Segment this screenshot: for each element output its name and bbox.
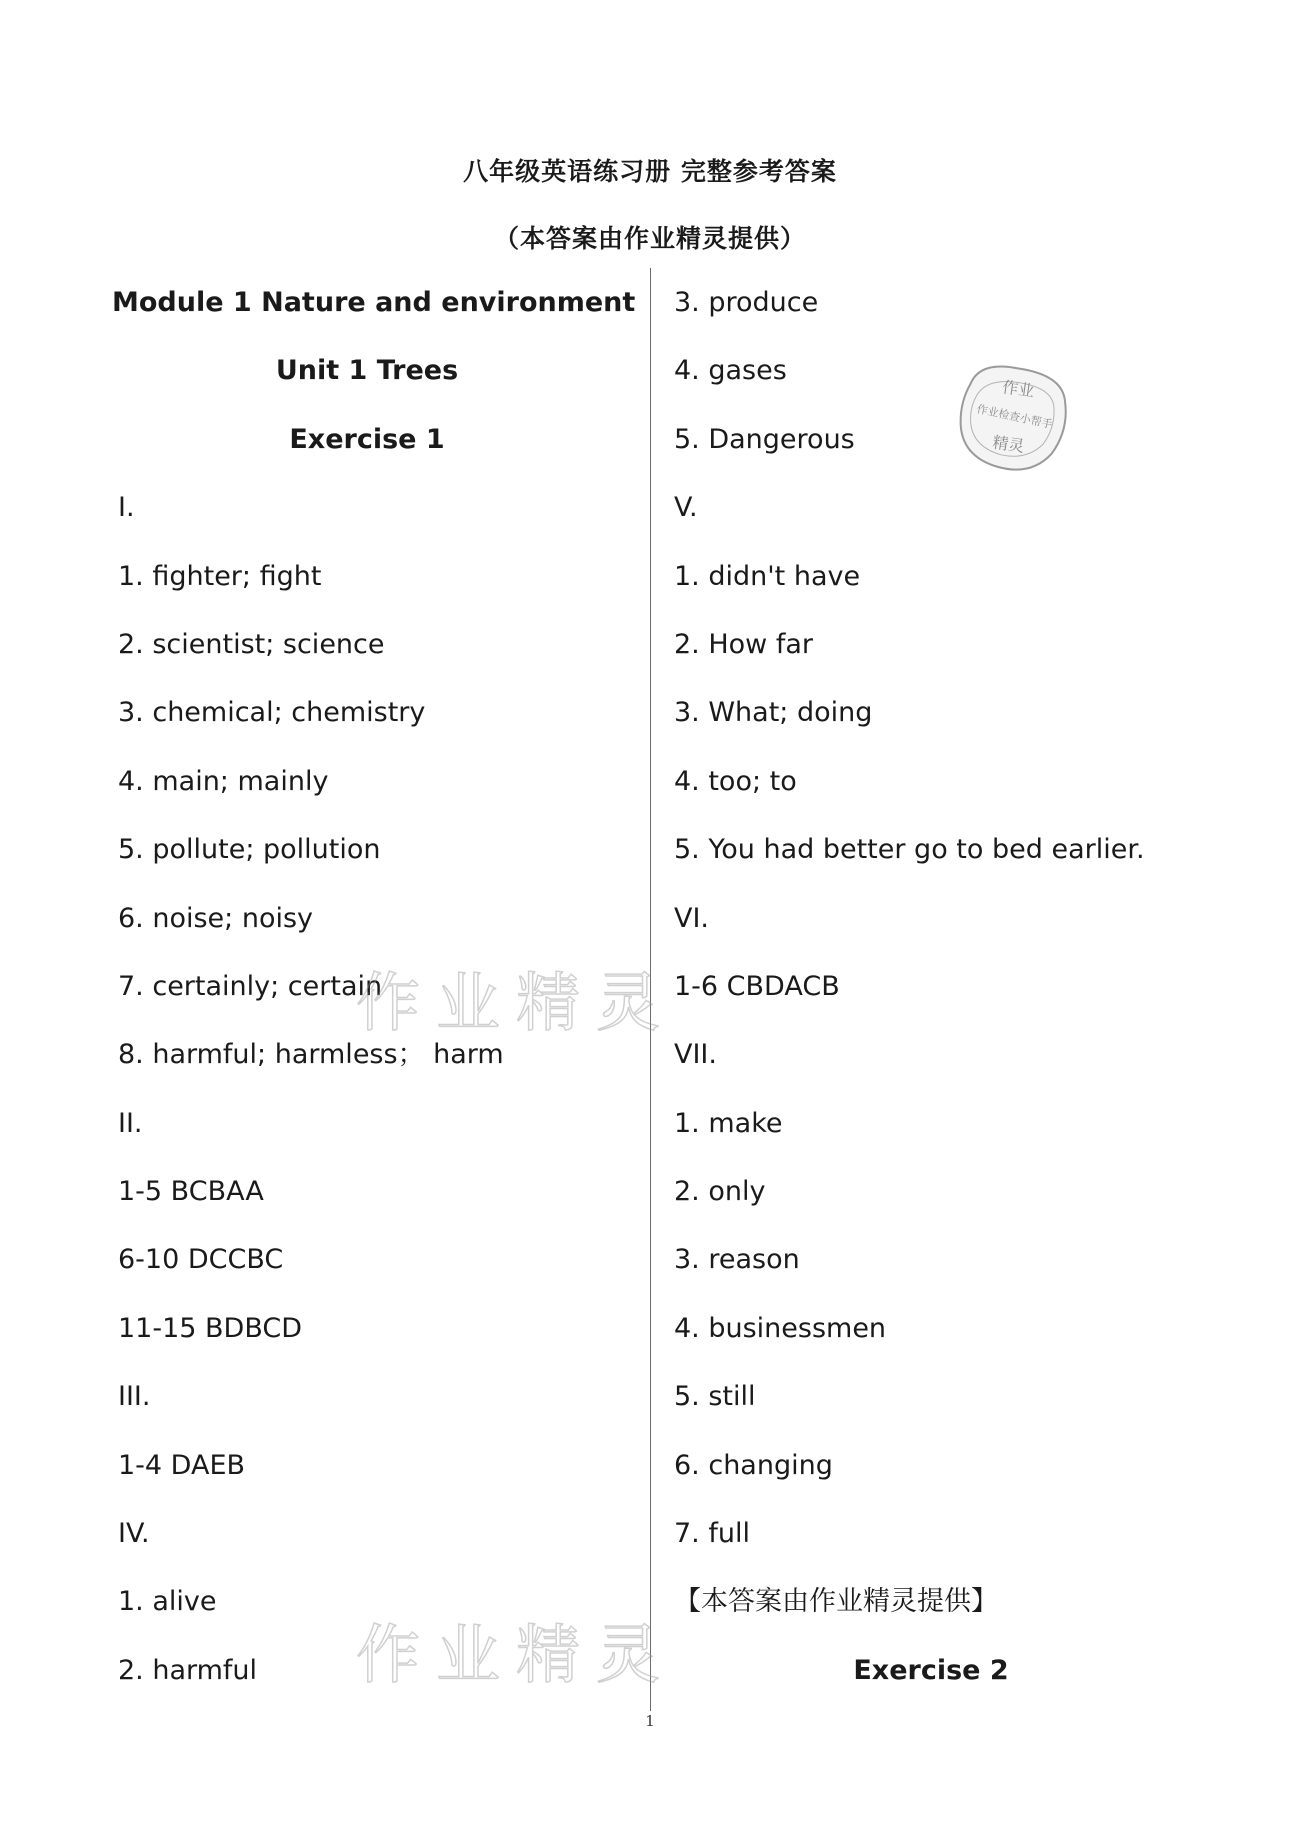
answer-line: 4. main; mainly [118,765,329,797]
watermark: 作业精灵 [356,1619,676,1693]
answer-line: 2. harmful [118,1654,258,1686]
answer-line: V. [674,492,698,524]
answer-line: 1. alive [118,1586,217,1618]
answer-line: 1. make [674,1107,783,1139]
answer-line: 6. changing [674,1449,833,1481]
answer-line: 3. produce [674,287,819,318]
answer-line: 4. too; to [674,765,797,797]
document-title: 八年级英语练习册 完整参考答案 [463,157,837,186]
watermark: 作业精灵 [356,967,676,1041]
page-number: 1 [645,1712,655,1730]
answer-line: 5. still [674,1381,756,1413]
section-heading: Module 1 Nature and environment [112,287,636,318]
svg-text:作业: 作业 [1001,377,1036,401]
answer-line: 【本答案由作业精灵提供】 [674,1586,998,1618]
answer-line: VI. [674,902,710,934]
answer-line: III. [118,1381,151,1413]
answer-line: 1-4 DAEB [118,1449,246,1481]
answer-line: 8. harmful; harmless； harm [118,1039,504,1071]
answer-line: II. [118,1107,143,1139]
answer-line: IV. [118,1518,150,1550]
right-answer-column [674,282,1234,1718]
document-subtitle: （本答案由作业精灵提供） [493,224,806,253]
answer-line: 4. businessmen [674,1312,887,1344]
section-heading: Unit 1 Trees [275,355,459,387]
answer-line: 5. You had better go to bed earlier. [674,834,1145,866]
answer-line: 1. fighter; fight [118,560,322,592]
answer-line: 11-15 BDBCD [118,1312,303,1344]
answer-line: 3. What; doing [674,697,873,729]
answer-line: Ⅰ. [118,492,135,524]
answer-line: 2. only [674,1176,766,1208]
answer-line: 3. chemical; chemistry [118,697,426,729]
stamp-logo [944,352,1079,486]
section-heading: Exercise 1 [289,423,445,455]
column-divider [650,268,651,1711]
answer-line: 1-5 BCBAA [118,1176,264,1208]
answer-line: 5. pollute; pollution [118,834,381,866]
answer-line: VII. [674,1039,717,1071]
svg-text:精灵: 精灵 [991,432,1026,456]
answer-line: 5. Dangerous [674,423,855,455]
answer-line: 6-10 DCCBC [118,1244,284,1276]
svg-text:作业检查小帮手: 作业检查小帮手 [975,402,1054,432]
answer-line: 2. How far [674,628,813,660]
left-answer-column [112,282,636,1718]
answer-line: 2. scientist; science [118,628,385,660]
answer-line: 1. didn't have [674,560,861,592]
answer-line: 3. reason [674,1244,800,1276]
answer-line: 1-6 CBDACB [674,970,840,1002]
answer-line: 6. noise; noisy [118,902,314,934]
section-heading: Exercise 2 [853,1654,1009,1686]
answer-line: 7. certainly; certain [118,970,383,1002]
answer-line: 4. gases [674,355,787,387]
answer-line: 7. full [674,1518,750,1550]
